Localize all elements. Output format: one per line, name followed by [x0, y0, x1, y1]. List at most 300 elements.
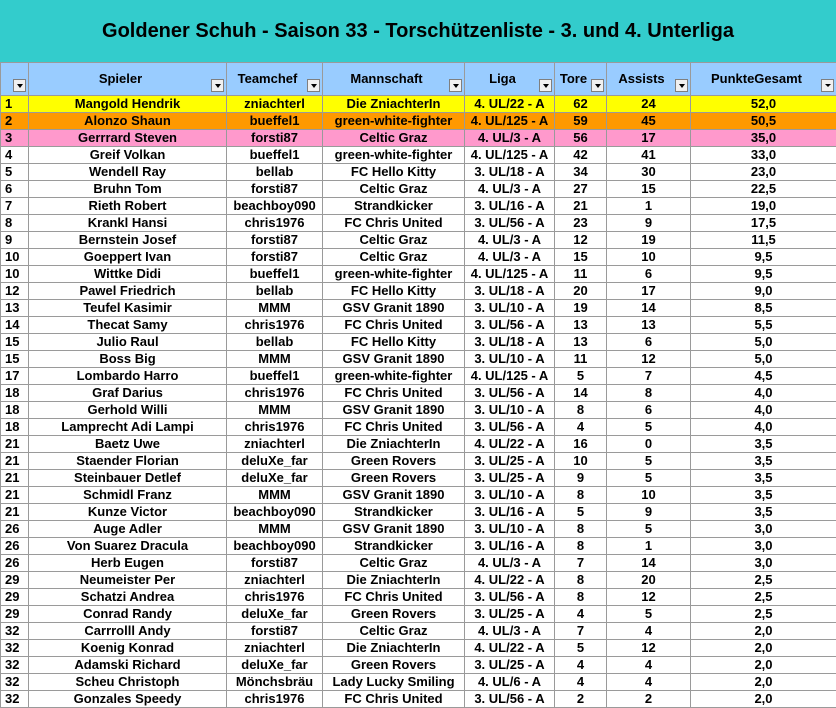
- cell-punkte[interactable]: 17,5: [691, 215, 836, 232]
- cell-mannschaft[interactable]: Die ZniachterIn: [323, 436, 465, 453]
- cell-liga[interactable]: 4. UL/3 - A: [465, 249, 555, 266]
- cell-teamchef[interactable]: deluXe_far: [227, 453, 323, 470]
- cell-assists[interactable]: 6: [607, 402, 691, 419]
- cell-mannschaft[interactable]: Green Rovers: [323, 453, 465, 470]
- cell-teamchef[interactable]: chris1976: [227, 589, 323, 606]
- filter-dropdown-icon[interactable]: [675, 79, 688, 92]
- cell-spieler[interactable]: Auge Adler: [29, 521, 227, 538]
- cell-tore[interactable]: 34: [555, 164, 607, 181]
- cell-teamchef[interactable]: MMM: [227, 402, 323, 419]
- cell-mannschaft[interactable]: Green Rovers: [323, 470, 465, 487]
- cell-spieler[interactable]: Lamprecht Adi Lampi: [29, 419, 227, 436]
- cell-mannschaft[interactable]: Green Rovers: [323, 657, 465, 674]
- cell-mannschaft[interactable]: green-white-fighter: [323, 113, 465, 130]
- cell-punkte[interactable]: 3,5: [691, 470, 836, 487]
- filter-dropdown-icon[interactable]: [591, 79, 604, 92]
- cell-tore[interactable]: 27: [555, 181, 607, 198]
- cell-spieler[interactable]: Teufel Kasimir: [29, 300, 227, 317]
- cell-liga[interactable]: 4. UL/3 - A: [465, 130, 555, 147]
- cell-punkte[interactable]: 9,5: [691, 266, 836, 283]
- cell-liga[interactable]: 4. UL/125 - A: [465, 368, 555, 385]
- cell-tore[interactable]: 15: [555, 249, 607, 266]
- cell-spieler[interactable]: Greif Volkan: [29, 147, 227, 164]
- cell-liga[interactable]: 3. UL/10 - A: [465, 351, 555, 368]
- cell-rank[interactable]: 12: [1, 283, 29, 300]
- cell-mannschaft[interactable]: green-white-fighter: [323, 266, 465, 283]
- cell-rank[interactable]: 3: [1, 130, 29, 147]
- cell-tore[interactable]: 12: [555, 232, 607, 249]
- cell-tore[interactable]: 8: [555, 521, 607, 538]
- cell-tore[interactable]: 2: [555, 691, 607, 708]
- cell-tore[interactable]: 59: [555, 113, 607, 130]
- cell-assists[interactable]: 17: [607, 130, 691, 147]
- cell-mannschaft[interactable]: Celtic Graz: [323, 130, 465, 147]
- cell-mannschaft[interactable]: FC Hello Kitty: [323, 164, 465, 181]
- cell-punkte[interactable]: 9,0: [691, 283, 836, 300]
- cell-teamchef[interactable]: chris1976: [227, 215, 323, 232]
- cell-assists[interactable]: 5: [607, 453, 691, 470]
- cell-assists[interactable]: 17: [607, 283, 691, 300]
- cell-mannschaft[interactable]: Die ZniachterIn: [323, 96, 465, 113]
- cell-spieler[interactable]: Conrad Randy: [29, 606, 227, 623]
- table-row: [1, 402, 836, 419]
- cell-rank[interactable]: 21: [1, 487, 29, 504]
- cell-spieler[interactable]: Julio Raul: [29, 334, 227, 351]
- cell-rank[interactable]: 7: [1, 198, 29, 215]
- cell-rank[interactable]: 32: [1, 623, 29, 640]
- cell-spieler[interactable]: Carrrolll Andy: [29, 623, 227, 640]
- cell-teamchef[interactable]: bueffel1: [227, 113, 323, 130]
- cell-punkte[interactable]: 4,0: [691, 385, 836, 402]
- filter-dropdown-icon[interactable]: [211, 79, 224, 92]
- cell-rank[interactable]: 15: [1, 351, 29, 368]
- cell-spieler[interactable]: Herb Eugen: [29, 555, 227, 572]
- cell-mannschaft[interactable]: FC Chris United: [323, 385, 465, 402]
- cell-liga[interactable]: 4. UL/22 - A: [465, 572, 555, 589]
- cell-teamchef[interactable]: zniachterl: [227, 436, 323, 453]
- cell-tore[interactable]: 8: [555, 572, 607, 589]
- table-row: [1, 419, 836, 436]
- cell-teamchef[interactable]: zniachterl: [227, 640, 323, 657]
- cell-mannschaft[interactable]: Green Rovers: [323, 606, 465, 623]
- cell-tore[interactable]: 62: [555, 96, 607, 113]
- cell-liga[interactable]: 4. UL/125 - A: [465, 147, 555, 164]
- cell-liga[interactable]: 4. UL/125 - A: [465, 266, 555, 283]
- cell-teamchef[interactable]: forsti87: [227, 249, 323, 266]
- cell-assists[interactable]: 9: [607, 215, 691, 232]
- cell-punkte[interactable]: 9,5: [691, 249, 836, 266]
- cell-assists[interactable]: 5: [607, 606, 691, 623]
- cell-mannschaft[interactable]: Lady Lucky Smiling: [323, 674, 465, 691]
- cell-teamchef[interactable]: deluXe_far: [227, 470, 323, 487]
- cell-mannschaft[interactable]: FC Hello Kitty: [323, 283, 465, 300]
- cell-teamchef[interactable]: MMM: [227, 521, 323, 538]
- cell-tore[interactable]: 14: [555, 385, 607, 402]
- cell-rank[interactable]: 18: [1, 402, 29, 419]
- cell-spieler[interactable]: Goeppert Ivan: [29, 249, 227, 266]
- cell-spieler[interactable]: Neumeister Per: [29, 572, 227, 589]
- cell-liga[interactable]: 4. UL/6 - A: [465, 674, 555, 691]
- cell-tore[interactable]: 4: [555, 674, 607, 691]
- cell-rank[interactable]: 29: [1, 606, 29, 623]
- cell-rank[interactable]: 29: [1, 572, 29, 589]
- cell-assists[interactable]: 6: [607, 266, 691, 283]
- cell-spieler[interactable]: Graf Darius: [29, 385, 227, 402]
- cell-punkte[interactable]: 4,0: [691, 402, 836, 419]
- cell-rank[interactable]: 1: [1, 96, 29, 113]
- cell-punkte[interactable]: 3,5: [691, 504, 836, 521]
- cell-teamchef[interactable]: MMM: [227, 300, 323, 317]
- filter-dropdown-icon[interactable]: [307, 79, 320, 92]
- cell-spieler[interactable]: Wittke Didi: [29, 266, 227, 283]
- cell-liga[interactable]: 3. UL/56 - A: [465, 317, 555, 334]
- cell-rank[interactable]: 21: [1, 470, 29, 487]
- cell-spieler[interactable]: Wendell Ray: [29, 164, 227, 181]
- cell-tore[interactable]: 8: [555, 589, 607, 606]
- cell-rank[interactable]: 29: [1, 589, 29, 606]
- cell-mannschaft[interactable]: GSV Granit 1890: [323, 521, 465, 538]
- filter-dropdown-icon[interactable]: [13, 79, 26, 92]
- cell-rank[interactable]: 18: [1, 419, 29, 436]
- cell-tore[interactable]: 11: [555, 351, 607, 368]
- cell-teamchef[interactable]: chris1976: [227, 419, 323, 436]
- cell-assists[interactable]: 14: [607, 300, 691, 317]
- cell-liga[interactable]: 3. UL/25 - A: [465, 657, 555, 674]
- cell-liga[interactable]: 3. UL/56 - A: [465, 589, 555, 606]
- table-row: [1, 147, 836, 164]
- cell-mannschaft[interactable]: green-white-fighter: [323, 368, 465, 385]
- cell-rank[interactable]: 4: [1, 147, 29, 164]
- cell-mannschaft[interactable]: Celtic Graz: [323, 181, 465, 198]
- cell-rank[interactable]: 32: [1, 657, 29, 674]
- cell-teamchef[interactable]: beachboy090: [227, 538, 323, 555]
- cell-punkte[interactable]: 2,0: [691, 640, 836, 657]
- cell-teamchef[interactable]: bueffel1: [227, 266, 323, 283]
- cell-rank[interactable]: 18: [1, 385, 29, 402]
- cell-spieler[interactable]: Kunze Victor: [29, 504, 227, 521]
- cell-spieler[interactable]: Krankl Hansi: [29, 215, 227, 232]
- cell-teamchef[interactable]: Mönchsbräu: [227, 674, 323, 691]
- cell-spieler[interactable]: Boss Big: [29, 351, 227, 368]
- cell-liga[interactable]: 3. UL/56 - A: [465, 691, 555, 708]
- cell-punkte[interactable]: 5,0: [691, 351, 836, 368]
- cell-assists[interactable]: 4: [607, 674, 691, 691]
- cell-liga[interactable]: 3. UL/25 - A: [465, 606, 555, 623]
- cell-punkte[interactable]: 52,0: [691, 96, 836, 113]
- cell-mannschaft[interactable]: GSV Granit 1890: [323, 402, 465, 419]
- cell-liga[interactable]: 3. UL/16 - A: [465, 504, 555, 521]
- cell-tore[interactable]: 7: [555, 623, 607, 640]
- cell-liga[interactable]: 4. UL/3 - A: [465, 232, 555, 249]
- cell-teamchef[interactable]: forsti87: [227, 555, 323, 572]
- cell-punkte[interactable]: 5,5: [691, 317, 836, 334]
- cell-spieler[interactable]: Lombardo Harro: [29, 368, 227, 385]
- cell-assists[interactable]: 30: [607, 164, 691, 181]
- cell-assists[interactable]: 12: [607, 640, 691, 657]
- cell-mannschaft[interactable]: Strandkicker: [323, 538, 465, 555]
- cell-rank[interactable]: 13: [1, 300, 29, 317]
- cell-punkte[interactable]: 19,0: [691, 198, 836, 215]
- cell-assists[interactable]: 15: [607, 181, 691, 198]
- cell-punkte[interactable]: 3,5: [691, 436, 836, 453]
- cell-assists[interactable]: 5: [607, 470, 691, 487]
- cell-rank[interactable]: 10: [1, 249, 29, 266]
- cell-spieler[interactable]: Staender Florian: [29, 453, 227, 470]
- cell-spieler[interactable]: Adamski Richard: [29, 657, 227, 674]
- cell-tore[interactable]: 42: [555, 147, 607, 164]
- cell-assists[interactable]: 1: [607, 198, 691, 215]
- cell-tore[interactable]: 20: [555, 283, 607, 300]
- cell-assists[interactable]: 7: [607, 368, 691, 385]
- cell-spieler[interactable]: Mangold Hendrik: [29, 96, 227, 113]
- cell-rank[interactable]: 26: [1, 555, 29, 572]
- cell-teamchef[interactable]: MMM: [227, 351, 323, 368]
- cell-spieler[interactable]: Gerhold Willi: [29, 402, 227, 419]
- cell-teamchef[interactable]: zniachterl: [227, 572, 323, 589]
- cell-punkte[interactable]: 50,5: [691, 113, 836, 130]
- cell-liga[interactable]: 4. UL/3 - A: [465, 555, 555, 572]
- cell-mannschaft[interactable]: FC Chris United: [323, 419, 465, 436]
- cell-spieler[interactable]: Scheu Christoph: [29, 674, 227, 691]
- cell-punkte[interactable]: 2,0: [691, 623, 836, 640]
- cell-tore[interactable]: 4: [555, 606, 607, 623]
- cell-liga[interactable]: 3. UL/10 - A: [465, 402, 555, 419]
- cell-liga[interactable]: 3. UL/10 - A: [465, 300, 555, 317]
- cell-punkte[interactable]: 3,5: [691, 453, 836, 470]
- cell-teamchef[interactable]: beachboy090: [227, 198, 323, 215]
- cell-punkte[interactable]: 2,5: [691, 589, 836, 606]
- cell-teamchef[interactable]: zniachterl: [227, 96, 323, 113]
- cell-tore[interactable]: 19: [555, 300, 607, 317]
- cell-assists[interactable]: 41: [607, 147, 691, 164]
- cell-teamchef[interactable]: forsti87: [227, 181, 323, 198]
- cell-teamchef[interactable]: beachboy090: [227, 504, 323, 521]
- cell-tore[interactable]: 10: [555, 453, 607, 470]
- cell-punkte[interactable]: 35,0: [691, 130, 836, 147]
- cell-rank[interactable]: 10: [1, 266, 29, 283]
- cell-assists[interactable]: 45: [607, 113, 691, 130]
- cell-liga[interactable]: 3. UL/10 - A: [465, 521, 555, 538]
- cell-tore[interactable]: 5: [555, 368, 607, 385]
- cell-punkte[interactable]: 11,5: [691, 232, 836, 249]
- cell-rank[interactable]: 32: [1, 691, 29, 708]
- cell-spieler[interactable]: Gerrrard Steven: [29, 130, 227, 147]
- cell-rank[interactable]: 14: [1, 317, 29, 334]
- cell-mannschaft[interactable]: Die ZniachterIn: [323, 572, 465, 589]
- cell-mannschaft[interactable]: GSV Granit 1890: [323, 351, 465, 368]
- cell-tore[interactable]: 5: [555, 504, 607, 521]
- cell-rank[interactable]: 26: [1, 538, 29, 555]
- cell-rank[interactable]: 17: [1, 368, 29, 385]
- cell-assists[interactable]: 12: [607, 589, 691, 606]
- cell-rank[interactable]: 15: [1, 334, 29, 351]
- cell-punkte[interactable]: 4,0: [691, 419, 836, 436]
- cell-tore[interactable]: 8: [555, 538, 607, 555]
- cell-tore[interactable]: 21: [555, 198, 607, 215]
- cell-mannschaft[interactable]: GSV Granit 1890: [323, 300, 465, 317]
- cell-liga[interactable]: 4. UL/3 - A: [465, 181, 555, 198]
- cell-liga[interactable]: 4. UL/22 - A: [465, 436, 555, 453]
- cell-teamchef[interactable]: forsti87: [227, 130, 323, 147]
- cell-tore[interactable]: 13: [555, 334, 607, 351]
- cell-assists[interactable]: 12: [607, 351, 691, 368]
- sort-descending-icon[interactable]: [821, 79, 834, 92]
- cell-mannschaft[interactable]: FC Chris United: [323, 589, 465, 606]
- cell-spieler[interactable]: Koenig Konrad: [29, 640, 227, 657]
- cell-punkte[interactable]: 23,0: [691, 164, 836, 181]
- cell-spieler[interactable]: Thecat Samy: [29, 317, 227, 334]
- cell-assists[interactable]: 5: [607, 419, 691, 436]
- cell-liga[interactable]: 3. UL/25 - A: [465, 470, 555, 487]
- cell-assists[interactable]: 19: [607, 232, 691, 249]
- cell-mannschaft[interactable]: Celtic Graz: [323, 555, 465, 572]
- cell-teamchef[interactable]: bellab: [227, 334, 323, 351]
- cell-assists[interactable]: 9: [607, 504, 691, 521]
- cell-teamchef[interactable]: chris1976: [227, 385, 323, 402]
- cell-tore[interactable]: 56: [555, 130, 607, 147]
- cell-liga[interactable]: 3. UL/56 - A: [465, 419, 555, 436]
- cell-spieler[interactable]: Von Suarez Dracula: [29, 538, 227, 555]
- cell-spieler[interactable]: Steinbauer Detlef: [29, 470, 227, 487]
- cell-rank[interactable]: 2: [1, 113, 29, 130]
- cell-teamchef[interactable]: chris1976: [227, 317, 323, 334]
- cell-assists[interactable]: 10: [607, 487, 691, 504]
- cell-liga[interactable]: 3. UL/25 - A: [465, 453, 555, 470]
- cell-liga[interactable]: 4. UL/125 - A: [465, 113, 555, 130]
- cell-mannschaft[interactable]: FC Chris United: [323, 317, 465, 334]
- cell-assists[interactable]: 20: [607, 572, 691, 589]
- cell-mannschaft[interactable]: FC Chris United: [323, 215, 465, 232]
- cell-punkte[interactable]: 2,0: [691, 674, 836, 691]
- table-row: [1, 334, 836, 351]
- cell-punkte[interactable]: 3,0: [691, 538, 836, 555]
- cell-tore[interactable]: 23: [555, 215, 607, 232]
- cell-punkte[interactable]: 5,0: [691, 334, 836, 351]
- cell-punkte[interactable]: 2,5: [691, 606, 836, 623]
- cell-assists[interactable]: 14: [607, 555, 691, 572]
- cell-assists[interactable]: 5: [607, 521, 691, 538]
- cell-liga[interactable]: 3. UL/18 - A: [465, 334, 555, 351]
- cell-mannschaft[interactable]: FC Hello Kitty: [323, 334, 465, 351]
- cell-teamchef[interactable]: deluXe_far: [227, 657, 323, 674]
- cell-spieler[interactable]: Bernstein Josef: [29, 232, 227, 249]
- cell-teamchef[interactable]: bellab: [227, 283, 323, 300]
- cell-liga[interactable]: 3. UL/56 - A: [465, 215, 555, 232]
- cell-liga[interactable]: 3. UL/18 - A: [465, 164, 555, 181]
- cell-punkte[interactable]: 2,0: [691, 691, 836, 708]
- cell-punkte[interactable]: 3,0: [691, 555, 836, 572]
- cell-assists[interactable]: 2: [607, 691, 691, 708]
- cell-mannschaft[interactable]: green-white-fighter: [323, 147, 465, 164]
- cell-teamchef[interactable]: bellab: [227, 164, 323, 181]
- cell-teamchef[interactable]: forsti87: [227, 232, 323, 249]
- cell-liga[interactable]: 3. UL/10 - A: [465, 487, 555, 504]
- cell-assists[interactable]: 24: [607, 96, 691, 113]
- cell-rank[interactable]: 26: [1, 521, 29, 538]
- cell-tore[interactable]: 16: [555, 436, 607, 453]
- cell-tore[interactable]: 7: [555, 555, 607, 572]
- cell-spieler[interactable]: Pawel Friedrich: [29, 283, 227, 300]
- cell-tore[interactable]: 9: [555, 470, 607, 487]
- cell-mannschaft[interactable]: Strandkicker: [323, 198, 465, 215]
- filter-dropdown-icon[interactable]: [449, 79, 462, 92]
- cell-rank[interactable]: 8: [1, 215, 29, 232]
- cell-assists[interactable]: 13: [607, 317, 691, 334]
- cell-punkte[interactable]: 8,5: [691, 300, 836, 317]
- cell-rank[interactable]: 32: [1, 640, 29, 657]
- cell-tore[interactable]: 8: [555, 402, 607, 419]
- cell-teamchef[interactable]: bueffel1: [227, 147, 323, 164]
- cell-liga[interactable]: 3. UL/16 - A: [465, 198, 555, 215]
- cell-teamchef[interactable]: bueffel1: [227, 368, 323, 385]
- cell-teamchef[interactable]: deluXe_far: [227, 606, 323, 623]
- cell-rank[interactable]: 6: [1, 181, 29, 198]
- cell-spieler[interactable]: Alonzo Shaun: [29, 113, 227, 130]
- cell-mannschaft[interactable]: Celtic Graz: [323, 249, 465, 266]
- cell-assists[interactable]: 4: [607, 657, 691, 674]
- cell-mannschaft[interactable]: Strandkicker: [323, 504, 465, 521]
- filter-dropdown-icon[interactable]: [539, 79, 552, 92]
- cell-liga[interactable]: 3. UL/16 - A: [465, 538, 555, 555]
- cell-punkte[interactable]: 2,0: [691, 657, 836, 674]
- cell-punkte[interactable]: 33,0: [691, 147, 836, 164]
- cell-rank[interactable]: 21: [1, 436, 29, 453]
- cell-teamchef[interactable]: forsti87: [227, 623, 323, 640]
- cell-assists[interactable]: 0: [607, 436, 691, 453]
- cell-spieler[interactable]: Bruhn Tom: [29, 181, 227, 198]
- cell-liga[interactable]: 4. UL/22 - A: [465, 640, 555, 657]
- cell-spieler[interactable]: Gonzales Speedy: [29, 691, 227, 708]
- cell-tore[interactable]: 13: [555, 317, 607, 334]
- cell-rank[interactable]: 21: [1, 504, 29, 521]
- cell-teamchef[interactable]: chris1976: [227, 691, 323, 708]
- cell-tore[interactable]: 4: [555, 419, 607, 436]
- cell-liga[interactable]: 4. UL/22 - A: [465, 96, 555, 113]
- cell-punkte[interactable]: 4,5: [691, 368, 836, 385]
- cell-rank[interactable]: 21: [1, 453, 29, 470]
- cell-tore[interactable]: 5: [555, 640, 607, 657]
- cell-spieler[interactable]: Rieth Robert: [29, 198, 227, 215]
- cell-rank[interactable]: 9: [1, 232, 29, 249]
- cell-spieler[interactable]: Schmidl Franz: [29, 487, 227, 504]
- cell-liga[interactable]: 3. UL/18 - A: [465, 283, 555, 300]
- cell-assists[interactable]: 10: [607, 249, 691, 266]
- cell-rank[interactable]: 5: [1, 164, 29, 181]
- cell-mannschaft[interactable]: Celtic Graz: [323, 232, 465, 249]
- cell-mannschaft[interactable]: Die ZniachterIn: [323, 640, 465, 657]
- cell-liga[interactable]: 3. UL/56 - A: [465, 385, 555, 402]
- cell-mannschaft[interactable]: FC Chris United: [323, 691, 465, 708]
- cell-punkte[interactable]: 3,5: [691, 487, 836, 504]
- cell-assists[interactable]: 6: [607, 334, 691, 351]
- cell-teamchef[interactable]: MMM: [227, 487, 323, 504]
- cell-rank[interactable]: 32: [1, 674, 29, 691]
- cell-mannschaft[interactable]: Celtic Graz: [323, 623, 465, 640]
- cell-punkte[interactable]: 2,5: [691, 572, 836, 589]
- cell-tore[interactable]: 4: [555, 657, 607, 674]
- cell-assists[interactable]: 4: [607, 623, 691, 640]
- cell-assists[interactable]: 1: [607, 538, 691, 555]
- cell-punkte[interactable]: 3,0: [691, 521, 836, 538]
- cell-spieler[interactable]: Baetz Uwe: [29, 436, 227, 453]
- cell-tore[interactable]: 8: [555, 487, 607, 504]
- cell-punkte[interactable]: 22,5: [691, 181, 836, 198]
- cell-mannschaft[interactable]: GSV Granit 1890: [323, 487, 465, 504]
- cell-tore[interactable]: 11: [555, 266, 607, 283]
- cell-spieler[interactable]: Schatzi Andrea: [29, 589, 227, 606]
- cell-liga[interactable]: 4. UL/3 - A: [465, 623, 555, 640]
- cell-assists[interactable]: 8: [607, 385, 691, 402]
